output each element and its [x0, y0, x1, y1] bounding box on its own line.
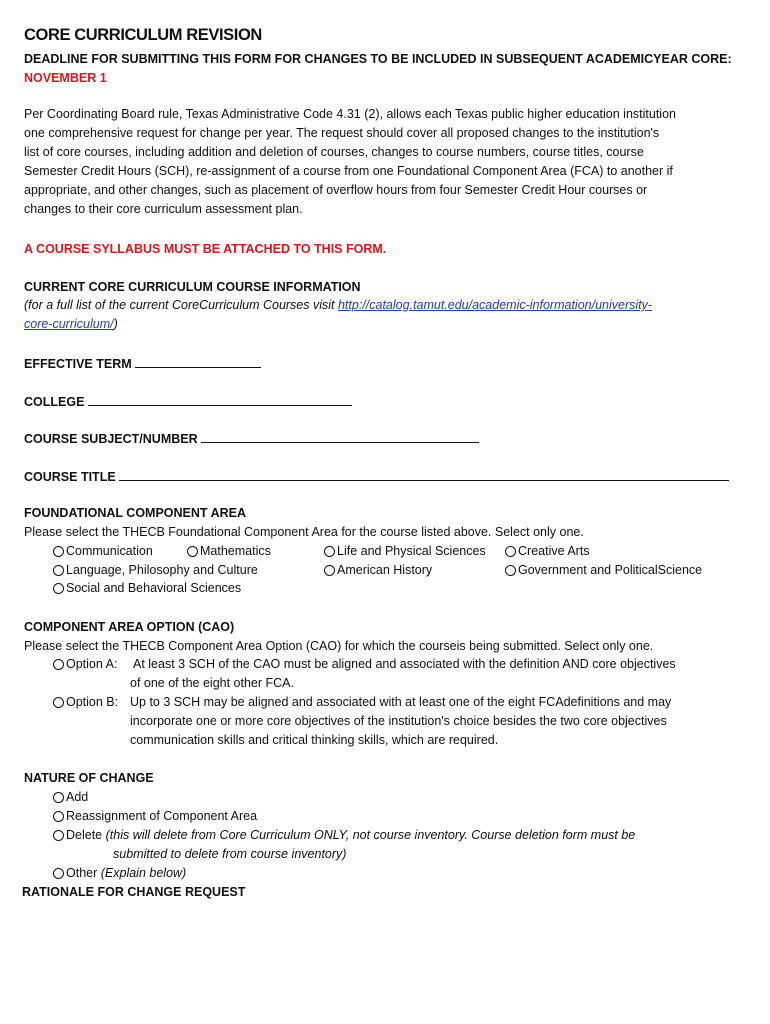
college-label: COLLEGE: [24, 395, 85, 409]
rationale-heading: RATIONALE FOR CHANGE REQUEST: [22, 885, 246, 899]
option-b-text-cont: incorporate one or more core objectives of the institution's choice besides the two core objectives: [130, 714, 667, 728]
delete-note-cont: submitted to delete from course inventory): [113, 847, 347, 861]
delete-note: (this will delete from Core Curriculum ONLY, not course inventory. Course deletion form must be: [105, 828, 636, 842]
radio-icon[interactable]: [53, 546, 64, 557]
course-title-label: COURSE TITLE: [24, 470, 116, 484]
option-label: Life and Physical Sciences: [337, 544, 486, 558]
current-info-heading: CURRENT CORE CURRICULUM COURSE INFORMATION: [24, 280, 361, 294]
current-info-note: [24, 298, 652, 312]
radio-icon[interactable]: [324, 546, 335, 557]
nature-heading: NATURE OF CHANGE: [24, 771, 154, 785]
option-label: Reassignment of Component Area: [66, 809, 258, 823]
radio-icon[interactable]: [53, 811, 64, 822]
cao-option-b[interactable]: [53, 695, 118, 709]
option-label: Add: [66, 790, 89, 804]
radio-icon[interactable]: [324, 565, 335, 576]
radio-icon[interactable]: [187, 546, 198, 557]
college-field[interactable]: [88, 393, 352, 406]
syllabus-notice: A COURSE SYLLABUS MUST BE ATTACHED TO THIS FORM.: [24, 242, 387, 256]
option-label: Language, Philosophy and Culture: [66, 563, 258, 577]
option-label: American History: [337, 563, 433, 577]
fca-option-american-history[interactable]: [324, 563, 432, 577]
radio-icon[interactable]: [505, 565, 516, 576]
course-subject-label: COURSE SUBJECT/NUMBER: [24, 432, 198, 446]
intro-line: Per Coordinating Board rule, Texas Administrative Code 4.31 (2), allows each Texas public higher education institution: [24, 107, 676, 121]
radio-icon[interactable]: [53, 830, 64, 841]
fca-option-social[interactable]: [53, 581, 241, 595]
intro-line: changes to their core curriculum assessment plan.: [24, 202, 303, 216]
deadline-text: DEADLINE FOR SUBMITTING THIS FORM FOR CHANGES TO BE INCLUDED IN SUBSEQUENT ACADEMICYEAR CORE:: [24, 52, 732, 66]
option-a-text: At least 3 SCH of the CAO must be aligned and associated with the definition AND core objectives: [133, 657, 676, 671]
radio-icon[interactable]: [53, 583, 64, 594]
option-a-label: Option A:: [66, 657, 118, 671]
fca-option-language[interactable]: [53, 563, 258, 577]
intro-line: one comprehensive request for change per year. The request should cover all proposed changes to the institution's: [24, 126, 660, 140]
current-info-note-cont: [24, 317, 118, 331]
fca-option-communication[interactable]: [53, 544, 153, 558]
option-label: Creative Arts: [518, 544, 590, 558]
radio-icon[interactable]: [53, 868, 64, 879]
nature-option-delete[interactable]: [53, 828, 635, 842]
option-label: Social and Behavioral Sciences: [66, 581, 242, 595]
option-a-text-cont: of one of the eight other FCA.: [130, 676, 294, 690]
fca-option-creative-arts[interactable]: [505, 544, 590, 558]
fca-option-life-physical[interactable]: [324, 544, 486, 558]
college-row: [24, 393, 352, 409]
deadline-date: NOVEMBER 1: [24, 71, 107, 85]
effective-term-row: [24, 355, 261, 371]
course-title-field[interactable]: [119, 468, 729, 481]
catalog-link[interactable]: http://catalog.tamut.edu/academic-information/university-: [337, 298, 653, 312]
intro-paragraph: [24, 105, 749, 219]
cao-heading: COMPONENT AREA OPTION (CAO): [24, 620, 235, 634]
course-subject-field[interactable]: [201, 430, 479, 443]
note-prefix: (for a full list of the current CoreCurriculum Courses visit: [24, 298, 338, 312]
other-note: (Explain below): [100, 866, 187, 880]
intro-line: list of core courses, including addition and deletion of courses, changes to course numbers, course titles, course: [24, 145, 644, 159]
radio-icon[interactable]: [53, 792, 64, 803]
cao-option-a[interactable]: [53, 657, 117, 671]
option-b-text-cont2: communication skills and critical thinking skills, which are required.: [130, 733, 499, 747]
option-label: Government and PoliticalScience: [518, 563, 703, 577]
catalog-link-cont[interactable]: core-curriculum/: [24, 317, 114, 331]
fca-option-mathematics[interactable]: [187, 544, 271, 558]
nature-option-reassign[interactable]: [53, 809, 257, 823]
option-label: Mathematics: [200, 544, 271, 558]
fca-option-government[interactable]: [505, 563, 702, 577]
fca-instruction: Please select the THECB Foundational Component Area for the course listed above. Select only one.: [24, 525, 584, 539]
option-label: Delete: [66, 828, 103, 842]
nature-option-other[interactable]: [53, 866, 186, 880]
intro-line: Semester Credit Hours (SCH), re-assignment of a course from one Foundational Component Area (FCA) to another if: [24, 164, 673, 178]
radio-icon[interactable]: [53, 565, 64, 576]
option-b-label: Option B:: [66, 695, 119, 709]
nature-option-add[interactable]: [53, 790, 88, 804]
radio-icon[interactable]: [505, 546, 516, 557]
option-label: Other: [66, 866, 98, 880]
note-suffix: ): [113, 317, 118, 331]
course-subject-row: [24, 430, 479, 446]
option-label: Communication: [66, 544, 153, 558]
radio-icon[interactable]: [53, 697, 64, 708]
radio-icon[interactable]: [53, 659, 64, 670]
effective-term-label: EFFECTIVE TERM: [24, 357, 132, 371]
cao-instruction: Please select the THECB Component Area Option (CAO) for which the courseis being submitted. Select only one.: [24, 639, 654, 653]
option-b-text: Up to 3 SCH may be aligned and associated with at least one of the eight FCAdefinitions and may: [130, 695, 672, 709]
intro-line: appropriate, and other changes, such as placement of overflow hours from four Semester Credit Hour courses or: [24, 183, 648, 197]
fca-heading: FOUNDATIONAL COMPONENT AREA: [24, 506, 246, 520]
effective-term-field[interactable]: [135, 355, 261, 368]
course-title-row: [24, 468, 729, 484]
form-title: CORE CURRICULUM REVISION: [24, 26, 262, 44]
